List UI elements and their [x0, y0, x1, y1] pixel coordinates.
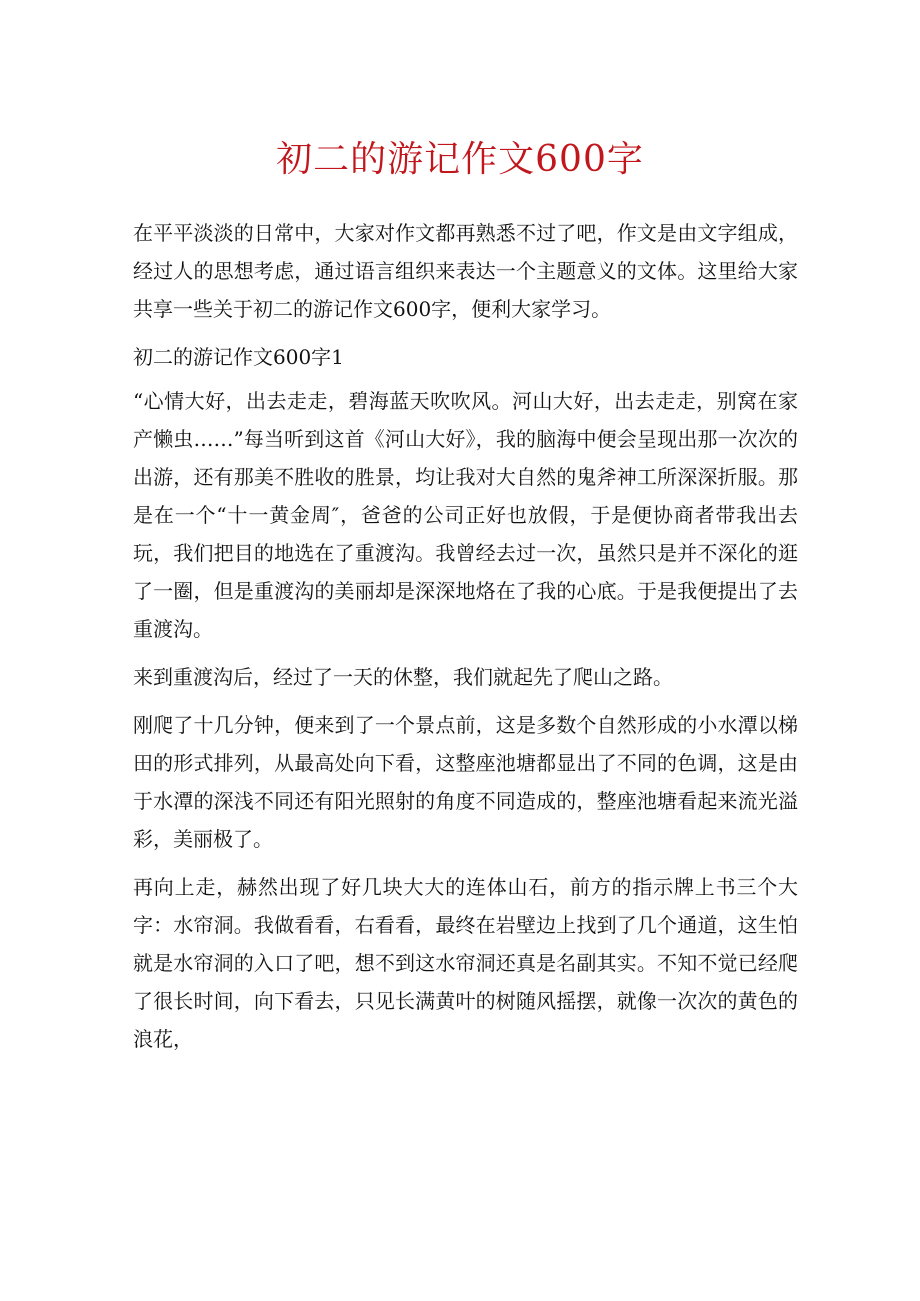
document-body: [133, 214, 798, 1068]
body-paragraph: 来到重渡沟后，经过了一天的休整，我们就起先了爬山之路。: [133, 665, 673, 689]
section-heading: 初二的游记作文600字1: [133, 345, 344, 369]
body-paragraph: 刚爬了十几分钟，便来到了一个景点前，这是多数个自然形成的小水潭以梯田的形式排列，从最高处向下看，这整座池塘都显出了不同的色调，这是由于水潭的深浅不同还有阳光照射的角度不同造成的，整座池塘看起来流光溢彩，美丽极了。: [133, 713, 798, 851]
body-paragraph: 再向上走，赫然出现了好几块大大的连体山石，前方的指示牌上书三个大字：水帘洞。我做看看，右看看，最终在岩壁边上找到了几个通道，这生怕就是水帘洞的入口了吧，想不到这水帘洞还真是名副其实。不知不觉已经爬了很长时间，向下看去，只见长满黄叶的树随风摇摆，就像一次次的黄色的浪花，: [133, 875, 798, 1051]
intro-paragraph: 在平平淡淡的日常中，大家对作文都再熟悉不过了吧，作文是由文字组成，经过人的思想考虑，通过语言组织来表达一个主题意义的文体。这里给大家共享一些关于初二的游记作文600字，便利大家学习。: [133, 221, 798, 321]
body-paragraph: “心情大好，出去走走，碧海蓝天吹吹风。河山大好，出去走走，别窝在家产懒虫……”每当听到这首《河山大好》，我的脑海中便会呈现出那一次次的出游，还有那美不胜收的胜景，均让我对大自然的鬼斧神工所深深折服。那是在一个“十一黄金周″，爸爸的公司正好也放假，于是便协商者带我出去玩，我们把目的地选在了重渡沟。我曾经去过一次，虽然只是并不深化的逛了一圈，但是重渡沟的美丽却是深深地烙在了我的心底。于是我便提出了去重渡沟。: [133, 389, 798, 641]
document-title: 初二的游记作文600字: [276, 139, 644, 180]
